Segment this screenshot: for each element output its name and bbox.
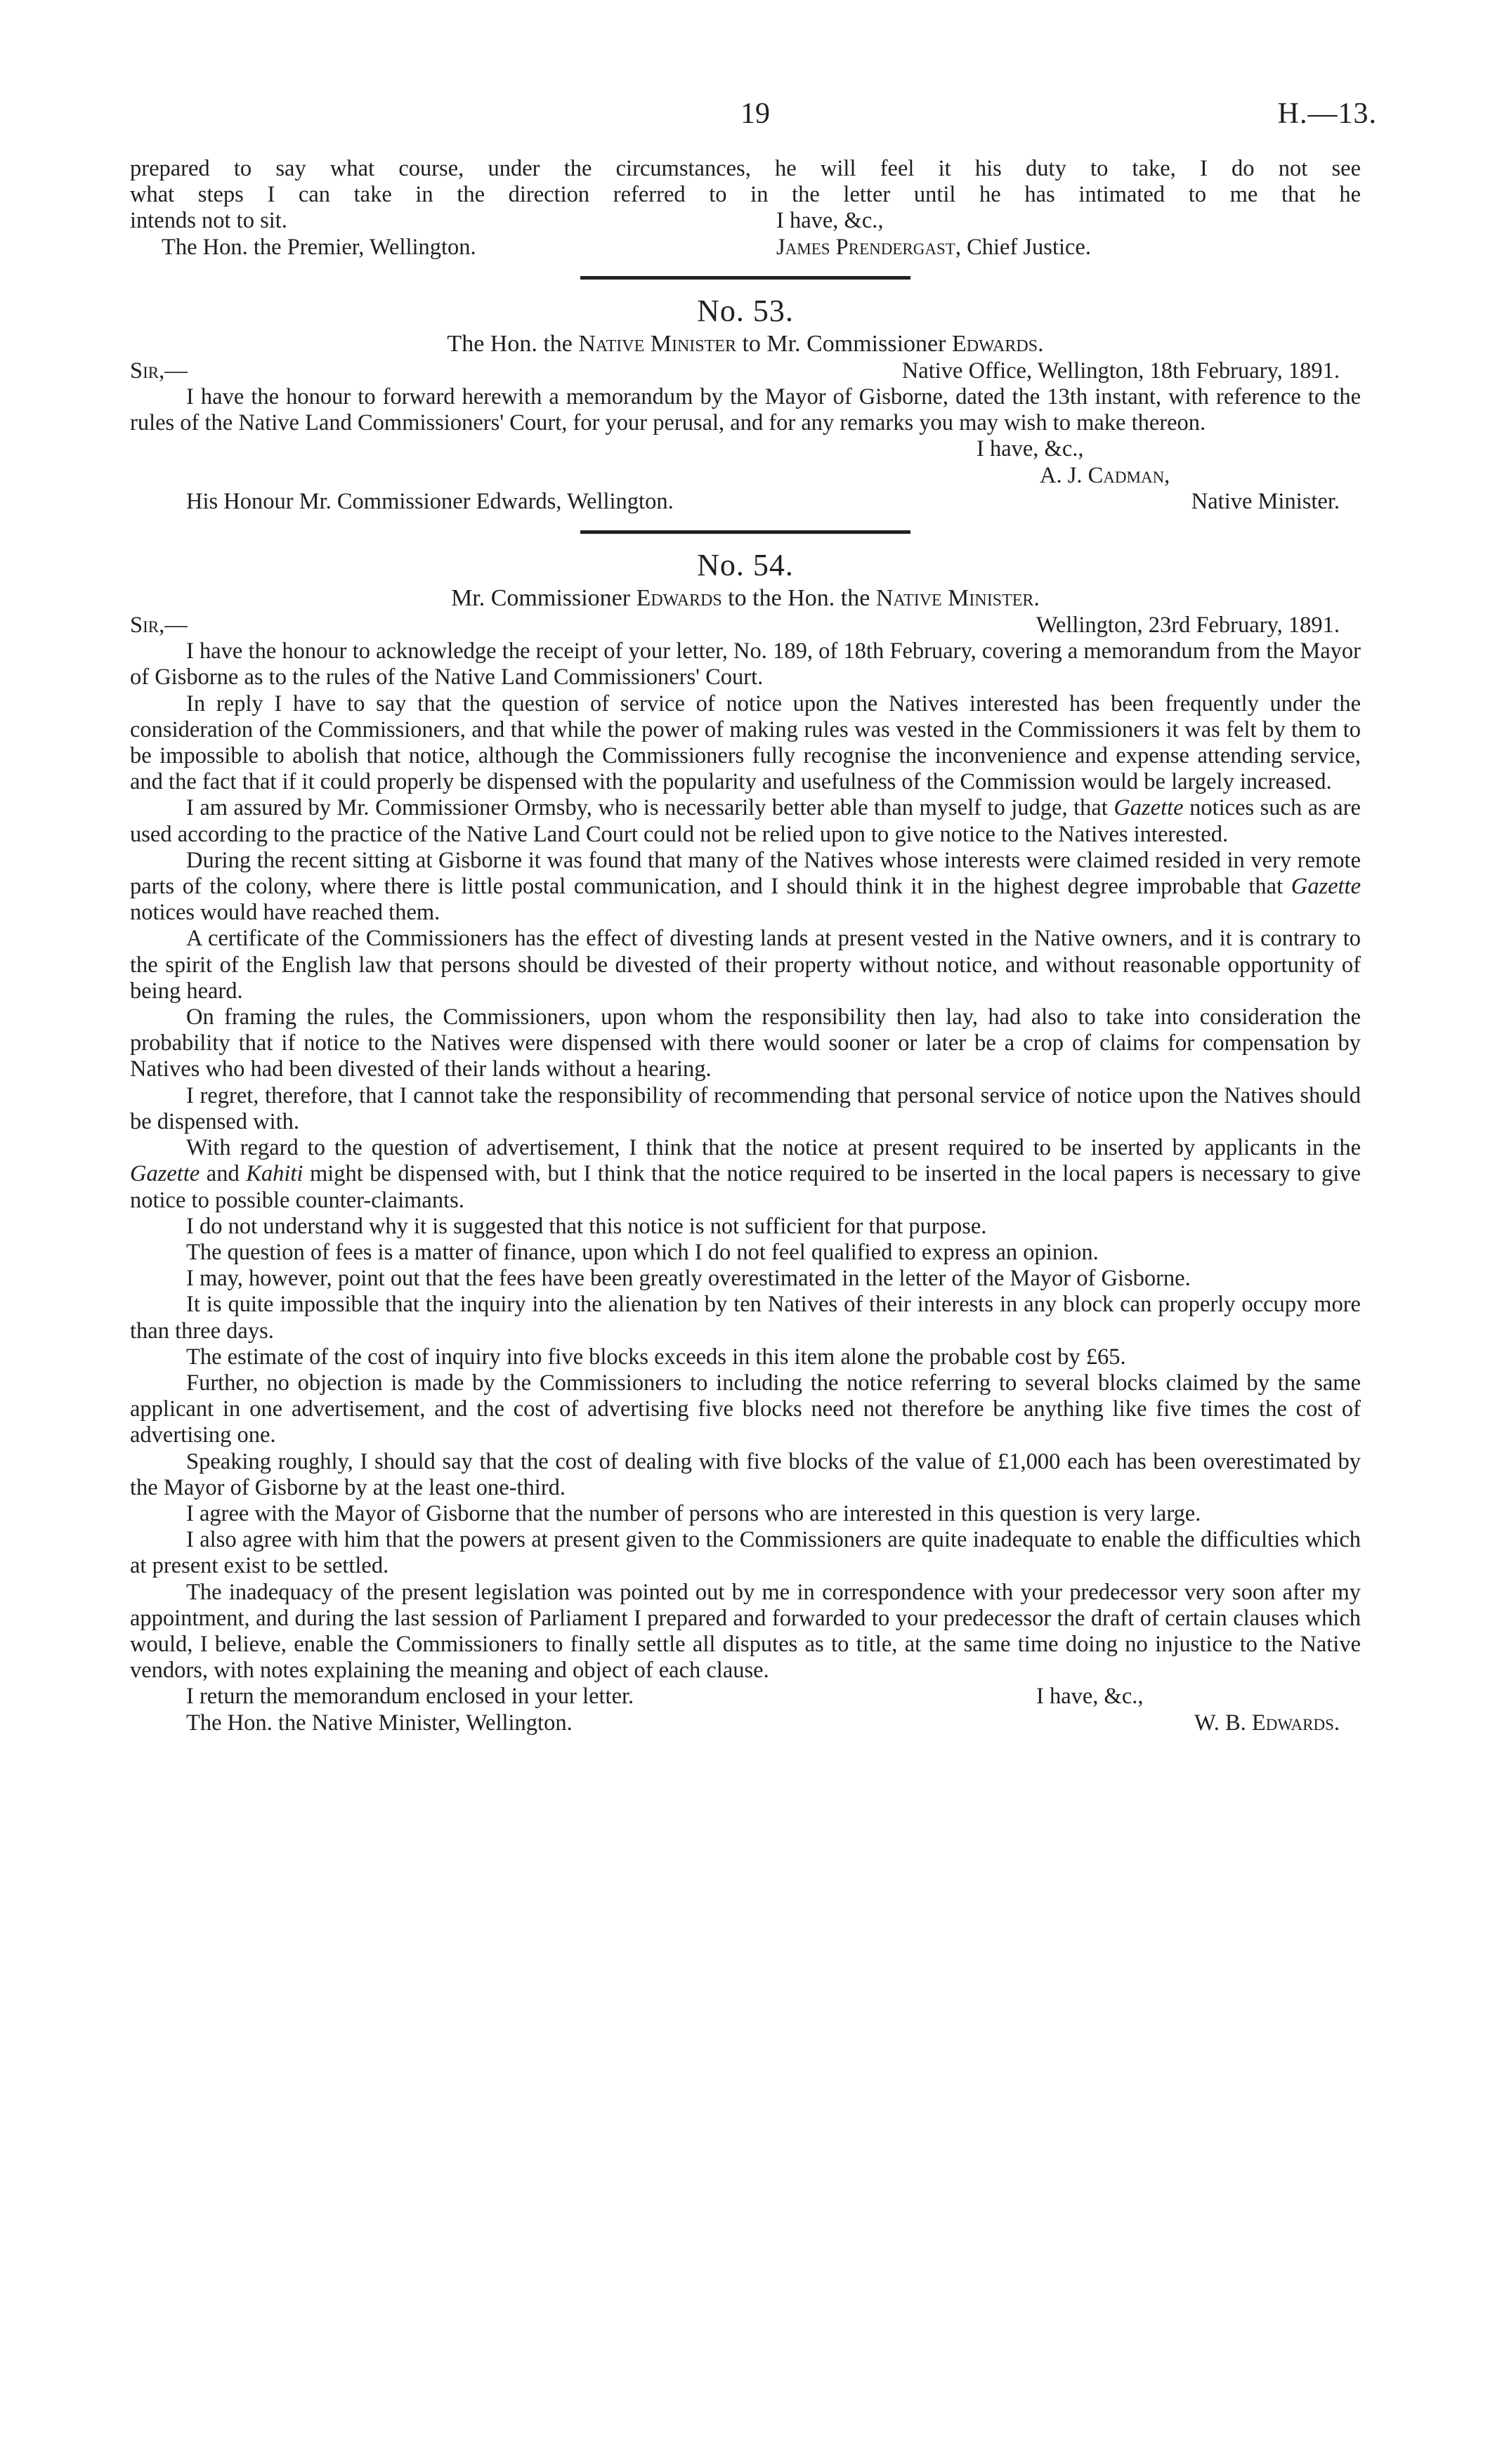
continuation-addressee: The Hon. the Premier, Wellington. xyxy=(162,234,476,260)
letter-53-title-pre: The Hon. the xyxy=(447,330,579,357)
letter-54-paragraph-4-b: notices would have reached them. xyxy=(130,900,440,926)
letter-53-addressee: His Honour Mr. Commissioner Edwards, Wellington. xyxy=(186,488,674,514)
letter-54-heading-row xyxy=(130,612,1361,638)
continuation-closing: I have, &c., xyxy=(776,208,884,234)
letter-54-paragraph-2: In reply I have to say that the question of service of notice upon the Natives interested has been frequently under the consideration of the Commissioners, and that while the power of making rules was vested in the Commissioners it was felt by them to be impossible to abolish that notice, although the Commissioners fully recognise the inconvenience and expense attending service, and the fact that if it could properly be dispensed with the popularity and usefulness of the Commission would be largely increased. xyxy=(130,690,1361,795)
letter-54-paragraph-3-b: notices such as are used according to the practice of the Native Land Court could not be relied upon to give notice to the Natives interested. xyxy=(130,795,1361,847)
page-number: 19 xyxy=(740,98,770,130)
letter-54-paragraph-10: The question of fees is a matter of finance, upon which I do not feel qualified to express an opinion. xyxy=(186,1239,1099,1265)
letter-54-paragraph-8-gazette: Gazette xyxy=(130,1161,200,1187)
letter-54-paragraph-3-a: I am assured by Mr. Commissioner Ormsby, who is necessarily better able than myself to judge, that xyxy=(186,795,1114,821)
letter-54-paragraph-9: I do not understand why it is suggested that this notice is not sufficient for that purpose. xyxy=(186,1213,987,1239)
letter-54-title-to: Native Minister xyxy=(875,585,1034,612)
letter-54-number: No. 54. xyxy=(697,548,794,583)
continuation-line-3 xyxy=(130,208,1361,234)
letter-53-title xyxy=(130,330,1361,358)
letter-53-closing: I have, &c., xyxy=(977,436,1084,462)
letter-54-paragraph-17: I also agree with him that the powers at present given to the Commissioners are quite inadequate to enable the difficulties which at present exist to be settled. xyxy=(130,1527,1361,1579)
letter-54-title-pre: Mr. Commissioner xyxy=(451,585,636,612)
letter-54-paragraph-12: It is quite impossible that the inquiry into the alienation by ten Natives of their interests in any block can properly occupy more than three days. xyxy=(130,1292,1361,1344)
letter-54-paragraph-8-and: and xyxy=(200,1161,247,1187)
letter-54-paragraph-18: The inadequacy of the present legislation was pointed out by me in correspondence with your predecessor very soon after my appointment, and during the last session of Parliament I prepared and forwarded to your predecessor the draft of certain clauses which would, I believe, enable the Commissioners to finally settle all disputes as to title, at the same time doing no injustice to the Native vendors, with notes explaining the meaning and object of each clause. xyxy=(130,1579,1361,1684)
letter-53-signer-title: Native Minister. xyxy=(1191,488,1340,514)
letter-54-title-mid: to the Hon. the xyxy=(721,585,876,612)
letter-54-paragraph-4-gazette: Gazette xyxy=(1291,874,1361,900)
letter-54-paragraph-6: On framing the rules, the Commissioners, upon whom the responsibility then lay, had also to take into consideration the probability that if notice to the Natives were dispensed with there would sooner or later be a crop of claims for compensation by Natives who had been divested of their lands without a hearing. xyxy=(130,1004,1361,1082)
letter-53-title-post: . xyxy=(1038,330,1044,357)
letter-54-paragraph-4 xyxy=(130,848,1361,926)
letter-54-paragraph-8 xyxy=(130,1135,1361,1214)
letter-54-paragraph-8-a: With regard to the question of advertisement, I think that the notice at present required to be inserted by applicants in the xyxy=(186,1135,1361,1161)
letter-53-signature-row xyxy=(130,489,1361,515)
letter-54-paragraph-5: A certificate of the Commissioners has the effect of divesting lands at present vested in the Native owners, and it is contrary to the spirit of the English law that persons should be divested of their property without notice, and without reasonable opportunity of being heard. xyxy=(130,926,1361,1004)
letter-54-paragraph-16: I agree with the Mayor of Gisborne that the number of persons who are interested in this question is very large. xyxy=(186,1500,1201,1526)
letter-53-dateline: Native Office, Wellington, 18th February, 1891. xyxy=(901,358,1340,384)
continuation-signer xyxy=(776,235,1091,261)
letter-53-paragraph-1: I have the honour to forward herewith a memorandum by the Mayor of Gisborne, dated the 13th instant, with reference to the rules of the Native Land Commissioners' Court, for your perusal, and for any remarks you may wish to make thereon. xyxy=(130,384,1361,436)
letter-54-paragraph-14: Further, no objection is made by the Commissioners to including the notice referring to several blocks claimed by the same applicant in one advertisement, and the cost of advertising five blocks need not therefore be anything like five times the cost of advertising one. xyxy=(130,1370,1361,1448)
letter-54-addressee: The Hon. the Native Minister, Wellington. xyxy=(186,1710,573,1736)
letter-54-paragraph-8-kahiti: Kahiti xyxy=(246,1161,303,1187)
letter-54-salutation: Sir,— xyxy=(130,612,188,638)
letter-54 xyxy=(130,546,1361,1736)
letter-54-title-from: Edwards xyxy=(636,585,722,612)
letter-54-paragraph-3-gazette: Gazette xyxy=(1114,795,1184,821)
letter-54-closing: I have, &c., xyxy=(1036,1684,1144,1710)
letter-54-paragraph-7: I regret, therefore, that I cannot take the responsibility of recommending that personal service of notice upon the Natives should be dispensed with. xyxy=(130,1082,1361,1134)
continuation-line-3-text: intends not to sit. xyxy=(130,208,287,234)
continuation-section xyxy=(130,156,1361,261)
letter-54-paragraph-15: Speaking roughly, I should say that the cost of dealing with five blocks of the value of £1,000 each has been overestimated by the Mayor of Gisborne by at the least one-third. xyxy=(130,1448,1361,1500)
continuation-signature-row xyxy=(130,235,1361,261)
letter-54-signer: W. B. Edwards. xyxy=(1194,1710,1340,1736)
letter-54-closing-row xyxy=(130,1684,1361,1710)
letter-54-signature-row xyxy=(130,1710,1361,1736)
letter-54-last-line: I return the memorandum enclosed in your letter. xyxy=(186,1684,634,1710)
letter-53-heading-row xyxy=(130,358,1361,384)
paper-reference: H.—13. xyxy=(1277,98,1377,130)
letter-54-title-post: . xyxy=(1033,585,1040,612)
continuation-signature-title: , Chief Justice. xyxy=(955,234,1091,260)
document-body xyxy=(130,156,1361,1736)
letter-53 xyxy=(130,292,1361,515)
letter-54-paragraph-3 xyxy=(130,795,1361,847)
letter-53-title-to: Edwards xyxy=(951,330,1038,357)
letter-53-title-from: Native Minister xyxy=(578,330,736,357)
letter-53-title-mid: to Mr. Commissioner xyxy=(736,330,952,357)
letter-54-dateline: Wellington, 23rd February, 1891. xyxy=(1036,612,1340,638)
section-divider-1 xyxy=(580,276,910,280)
letter-54-paragraph-13: The estimate of the cost of inquiry into five blocks exceeds in this item alone the probable cost by £65. xyxy=(186,1344,1126,1370)
continuation-line-1: prepared to say what course, under the circumstances, he will feel it his duty to take, I do not see xyxy=(130,156,1361,181)
letter-54-paragraph-8-b: might be dispensed with, but I think that the notice required to be inserted in the local papers is necessary to give notice to possible counter-claimants. xyxy=(130,1161,1361,1213)
continuation-signature: James Prendergast xyxy=(776,234,955,260)
letter-53-number: No. 53. xyxy=(697,293,794,328)
letter-54-paragraph-11: I may, however, point out that the fees have been greatly overestimated in the letter of the Mayor of Gisborne. xyxy=(186,1266,1191,1292)
continuation-line-2: what steps I can take in the direction referred to in the letter until he has intimated to me that he xyxy=(130,182,1361,208)
letter-54-title xyxy=(130,584,1361,612)
page-header xyxy=(133,97,1377,139)
section-divider-2 xyxy=(580,530,910,534)
letter-54-paragraph-4-a: During the recent sitting at Gisborne it was found that many of the Natives whose interests were claimed resided in very remote parts of the colony, where there is little postal communication, and I should think it in the highest degree improbable that xyxy=(130,847,1361,900)
letter-54-paragraph-1: I have the honour to acknowledge the receipt of your letter, No. 189, of 18th February, covering a memorandum from the Mayor of Gisborne as to the rules of the Native Land Commissioners' Court. xyxy=(130,638,1361,690)
letter-53-salutation: Sir,— xyxy=(130,358,188,384)
letter-53-signer: A. J. Cadman, xyxy=(1040,462,1170,488)
